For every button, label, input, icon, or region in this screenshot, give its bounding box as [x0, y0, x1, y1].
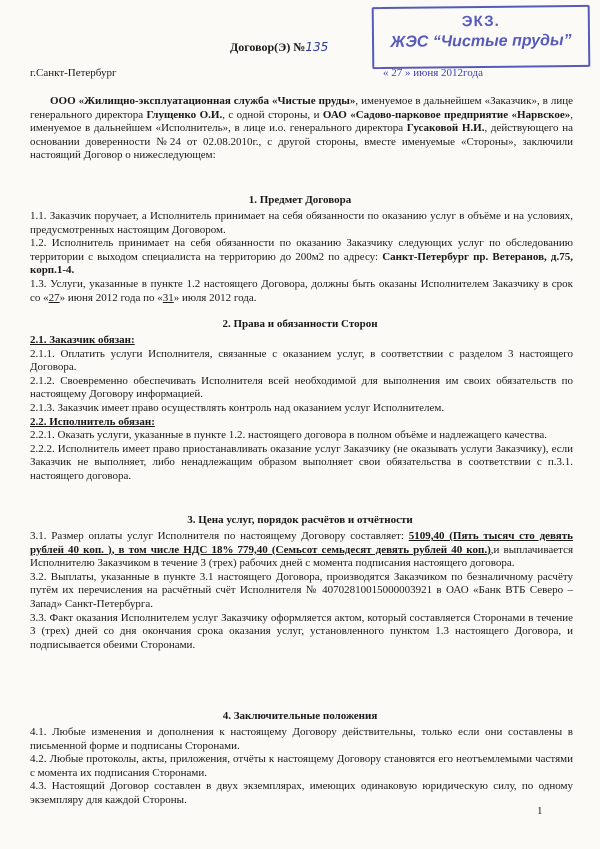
- clause-2-1-2: 2.1.2. Своевременно обеспечивать Исполнителя всей необходимой для выполнения им своих обязательств по настоящему Договору информацией.: [30, 374, 573, 401]
- clause-3-1: [30, 530, 573, 571]
- clause-part: 5109,40 (Пять тысяч сто девять рублей 40 коп. ): [30, 530, 573, 556]
- section-1-body: [30, 210, 573, 305]
- intro-part: , действующего на основании доверенности №24 от 02.08.2010г., с другой стороны, вместе именуемые «Стороны», заключили настоящий Договор о нижеследующем:: [30, 122, 573, 162]
- clause-2-2-2: 2.2.2. Исполнитель имеет право приостанавливать оказание услуг Заказчику (не оказывать услуги Заказчику), если Заказчик не выполняет, либо ненадлежащим образом выполняет свои обязательства в соответствии с п.3.1. настоящего договора.: [30, 442, 573, 482]
- clause-part: , в том числе НДС 18% 779,40 (Семьсот семьдесят девять рублей 40 коп.): [111, 543, 491, 556]
- intro-part: , именуемое в дальнейшем «Заказчик», в лице генерального директора: [30, 95, 573, 121]
- clause-2-2-1: 2.2.1. Оказать услуги, указанные в пункте 1.2. настоящего договора в полном объёме и надлежащего качества.: [30, 429, 547, 442]
- clause-3-3: 3.3. Факт оказания Исполнителем услуг Заказчику оформляется актом, который составляется Сторонами в течение 3 (трех) дней со дня окончания срока оказания услуг, установленного пунктом 1.3 настоящего Договора, и подписывается обеими Сторонами.: [30, 611, 573, 651]
- intro-part: , с одной стороны, и: [222, 108, 323, 121]
- clause-1-3: [30, 278, 573, 305]
- clause-part: 31: [162, 291, 174, 304]
- clause-4-2: 4.2. Любые протоколы, акты, приложения, отчёты к настоящему Договору становятся его неотъемлемыми частями с момента их подписания Сторонами.: [30, 753, 573, 779]
- intro-part: Глущенко О.И.: [146, 108, 223, 121]
- intro-part: Гусаковой Н.И.: [406, 122, 485, 135]
- clause-2-1-3: 2.1.3. Заказчик имеет право осуществлять контроль над оказанием услуг Исполнителем.: [30, 401, 445, 414]
- section-4-body: [30, 726, 573, 808]
- page-number: 1: [537, 805, 543, 817]
- clause-part: » июня 2012 года по «: [59, 291, 163, 304]
- section-3-title: 3. Цена услуг, порядок расчётов и отчётности: [187, 514, 413, 526]
- intro-part: ООО «Жилищно-эксплуатационная служба «Чистые пруды»: [50, 95, 356, 107]
- contract-number: 135: [305, 40, 329, 54]
- subsection-2-1: 2.1. Заказчик обязан:: [30, 334, 135, 346]
- intro-paragraph: [30, 95, 573, 163]
- clause-4-3: 4.3. Настоящий Договор составлен в двух экземплярах, имеющих одинаковую юридическую силу, по одному экземпляру для каждой Стороны.: [30, 780, 573, 806]
- clause-part: 27: [48, 291, 60, 304]
- section-2-title: 2. Права и обязанности Сторон: [222, 318, 378, 330]
- ink-stamp: [372, 5, 591, 69]
- clause-part: 3.1. Размер оплаты услуг Исполнителя по настоящему Договору составляет:: [30, 530, 409, 542]
- clause-1-2: [30, 237, 573, 278]
- intro-part: ОАО «Садово-парковое предприятие «Нарвское»: [322, 108, 571, 121]
- stamp-line-1: ЭКЗ.: [461, 12, 500, 31]
- clause-part: Санкт-Петербург пр. Ветеранов, д.75, корп.1-4.: [30, 250, 573, 277]
- contract-date: « 27 » июня 2012года: [383, 67, 483, 79]
- clause-part: 1.3. Услуги, указанные в пункте 1.2 настоящего Договора, должны быть оказаны Исполнителем Заказчику в срок со «: [30, 277, 573, 304]
- section-2-body: [30, 334, 573, 484]
- section-3-body: [30, 530, 573, 652]
- clause-1-1: 1.1. Заказчик поручает, а Исполнитель принимает на себя обязанности по оказанию услуг в объёме и на условиях, предусмотренных настоящим Договором.: [30, 210, 573, 236]
- contract-title-text: Договор(Э) №: [230, 40, 306, 54]
- clause-4-1: 4.1. Любые изменения и дополнения к настоящему Договору действительны, только если они составлены в письменной форме и подписаны Сторонами.: [30, 726, 573, 752]
- clause-2-1-1: 2.1.1. Оплатить услуги Исполнителя, связанные с оказанием услуг, в соответствии с разделом 3 настоящего Договора.: [30, 347, 573, 374]
- contract-title: [230, 40, 328, 55]
- stamp-line-2: ЖЭС “Чистые пруды”: [390, 32, 572, 51]
- intro-part: , именуемое в дальнейшем «Исполнитель», в лице и.о. генерального директора: [30, 108, 573, 135]
- clause-part: » июля 2012 года.: [173, 291, 257, 304]
- clause-3-2: 3.2. Выплаты, указанные в пункте 3.1 настоящего Договора, производятся Заказчиком по безналичному расчёту путём их перечисления на расчётный счёт Исполнителя № 40702810015000003921 в ОАО «Банк ВТБ Северо – Запад» Санкт-Петербурга.: [30, 570, 573, 610]
- clause-part: 1.2. Исполнитель принимает на себя обязанности по оказанию Заказчику следующих услуг по обследованию территории с выходом специалиста на территорию до 200м2 по адресу:: [30, 237, 573, 263]
- city: г.Санкт-Петербург: [30, 67, 117, 79]
- section-1-title: 1. Предмет Договора: [248, 194, 352, 206]
- clause-part: ,и выплачивается Исполнителю Заказчиком в течение 3 (трех) рабочих дней с момента подписания настоящего договора.: [30, 543, 574, 570]
- section-4-title: 4. Заключительные положения: [222, 710, 378, 722]
- subsection-2-2: 2.2. Исполнитель обязан:: [30, 415, 155, 428]
